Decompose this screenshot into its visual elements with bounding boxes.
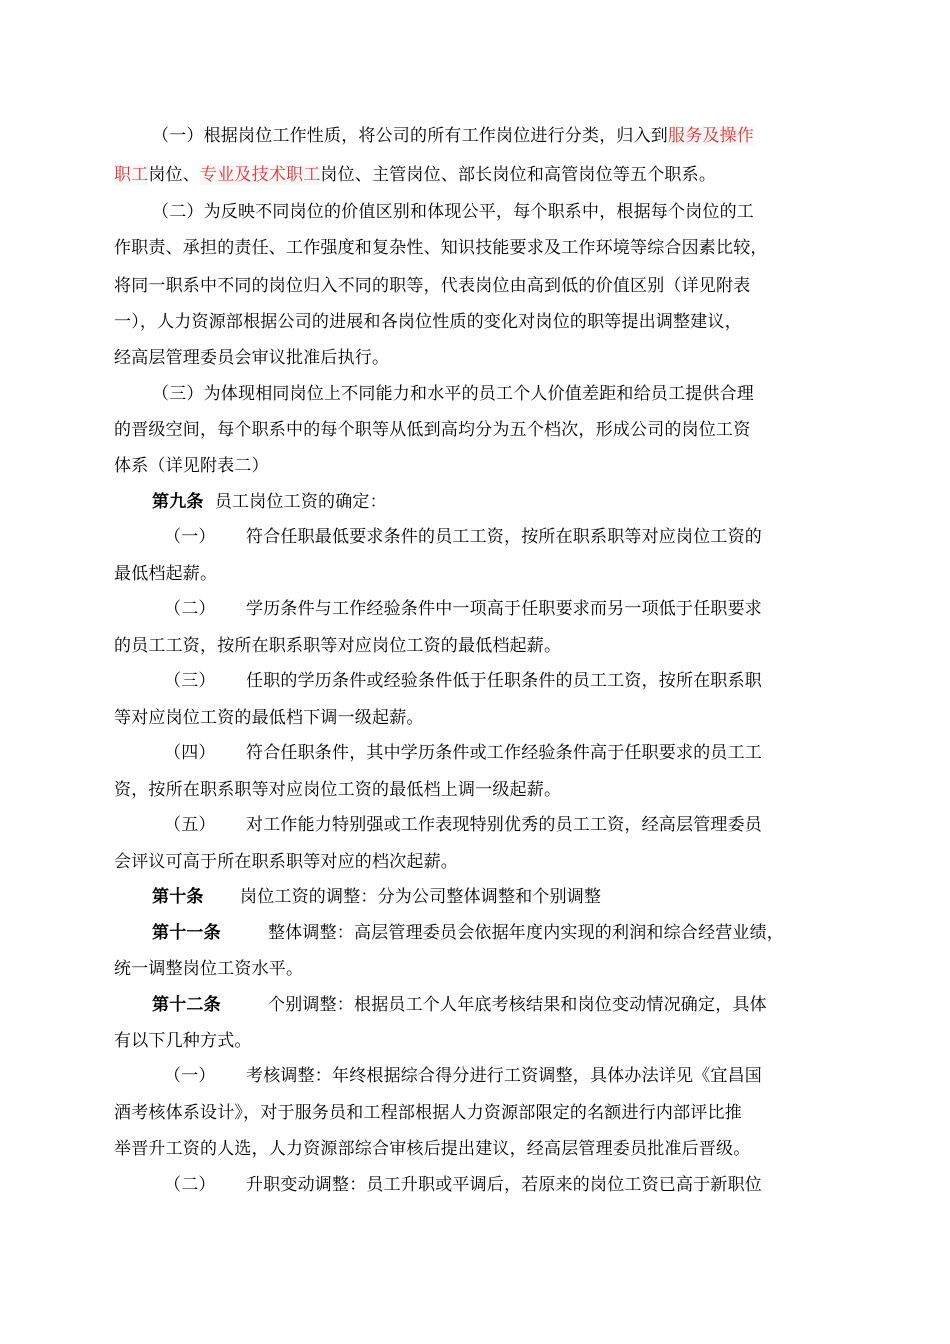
paragraph-line: 经高层管理委员会审议批准后执行。: [114, 348, 390, 368]
paragraph-line: 举晋升工资的人选，人力资源部综合审核后提出建议，经高层管理委员批准后晋级。: [114, 1139, 751, 1159]
article-label: 第九条: [152, 492, 204, 512]
paragraph-line: 将同一职系中不同的岗位归入不同的职等，代表岗位由高到低的价值区别（详见附表: [114, 276, 751, 296]
list-item-line: [164, 741, 762, 765]
article-label: 第十条: [152, 887, 204, 907]
item-text: 学历条件与工作经验条件中一项高于任职要求而另一项低于任职要求: [246, 599, 762, 619]
highlighted-term: 职工: [114, 165, 149, 185]
paragraph-line: [114, 163, 716, 187]
item-text: 任职的学历条件或经验条件低于任职条件的员工工资，按所在职系职: [246, 671, 762, 691]
paragraph-line: 一），人力资源部根据公司的进展和各岗位性质的变化对岗位的职等提出调整建议，: [114, 312, 742, 332]
list-item-line: 等对应岗位工资的最低档下调一级起薪。: [114, 708, 424, 728]
list-item-line: [164, 525, 762, 549]
item-number: （四）: [164, 743, 216, 763]
paragraph-line: 体系（详见附表二）: [114, 456, 269, 476]
item-number: （一）: [164, 1066, 216, 1086]
paragraph-line: （三）为体现相同岗位上不同能力和水平的员工个人价值差距和给员工提供合理: [152, 384, 754, 404]
item-number: （五）: [164, 815, 216, 835]
article-label: 第十一条: [152, 923, 221, 943]
paragraph-line: 酒考核体系设计》，对于服务员和工程部根据人力资源部限定的名额进行内部评比推: [114, 1103, 742, 1123]
item-text: 升职变动调整：员工升职或平调后，若原来的岗位工资已高于新职位: [246, 1175, 762, 1195]
list-item-line: [164, 813, 762, 837]
list-item-line: 的员工工资，按所在职系职等对应岗位工资的最低档起薪。: [114, 636, 562, 656]
article-heading: [152, 921, 784, 945]
article-heading: [152, 885, 601, 909]
paragraph-line: [152, 124, 754, 148]
highlighted-term: 专业及技术职工: [200, 165, 321, 185]
article-heading: [152, 490, 387, 514]
text-run: 岗位、: [148, 165, 201, 185]
list-item-line: [164, 597, 762, 621]
paragraph-line: （二）为反映不同岗位的价值区别和体现公平，每个职系中，根据每个岗位的工: [152, 202, 754, 222]
list-item-line: [164, 1064, 762, 1088]
paragraph-line: 的晋级空间，每个职系中的每个职等从低到高均分为五个档次，形成公司的岗位工资: [114, 420, 751, 440]
list-item-line: 最低档起薪。: [114, 564, 218, 584]
item-text: 对工作能力特别强或工作表现特别优秀的员工工资，经高层管理委员: [246, 815, 762, 835]
article-text: 个别调整：根据员工个人年底考核结果和岗位变动情况确定，具体: [268, 995, 767, 1015]
item-number: （三）: [164, 671, 216, 691]
item-text: 符合任职条件，其中学历条件或工作经验条件高于任职要求的员工工: [246, 743, 762, 763]
list-item-line: [164, 669, 762, 693]
item-text: 考核调整：年终根据综合得分进行工资调整，具体办法详见《宜昌国: [246, 1066, 762, 1086]
item-number: （二）: [164, 599, 216, 619]
list-item-line: [164, 1173, 762, 1197]
article-heading: [152, 993, 767, 1017]
text-run: 岗位、主管岗位、部长岗位和高管岗位等五个职系。: [320, 165, 717, 185]
item-number: （二）: [164, 1175, 216, 1195]
article-text: 岗位工资的调整：分为公司整体调整和个别调整: [240, 887, 602, 907]
article-text: 员工岗位工资的确定：: [214, 492, 387, 512]
text-run: （一）根据岗位工作性质，将公司的所有工作岗位进行分类，归入到: [152, 126, 668, 146]
item-number: （一）: [164, 527, 216, 547]
article-text: 整体调整：高层管理委员会依据年度内实现的利润和综合经营业绩，: [268, 923, 784, 943]
item-text: 符合任职最低要求条件的员工工资，按所在职系职等对应岗位工资的: [246, 527, 762, 547]
highlighted-term: 服务及操作: [668, 126, 754, 146]
paragraph-line: 作职责、承担的责任、工作强度和复杂性、知识技能要求及工作环境等综合因素比较，: [114, 238, 768, 258]
paragraph-line: 统一调整岗位工资水平。: [114, 959, 304, 979]
article-label: 第十二条: [152, 995, 221, 1015]
paragraph-line: 有以下几种方式。: [114, 1031, 252, 1051]
list-item-line: 会评议可高于所在职系职等对应的档次起薪。: [114, 852, 458, 872]
list-item-line: 资，按所在职系职等对应岗位工资的最低档上调一级起薪。: [114, 780, 562, 800]
